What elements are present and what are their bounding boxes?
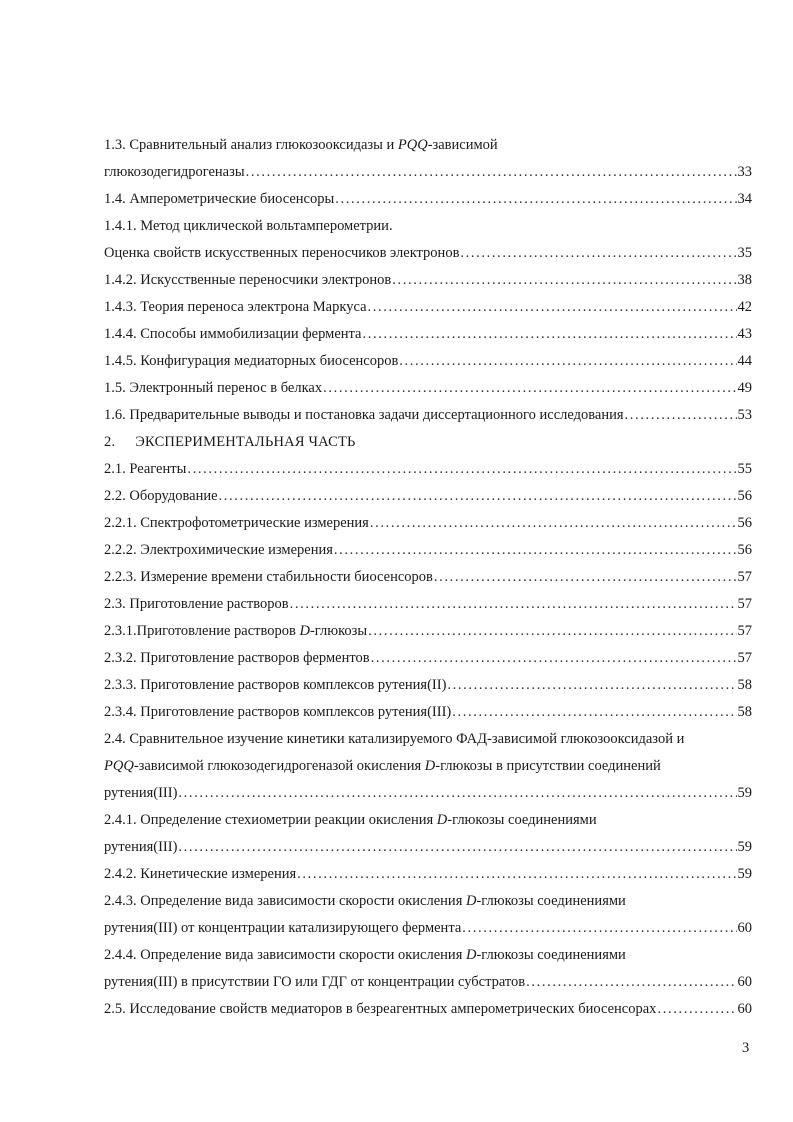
toc-entry-page: 56: [737, 488, 752, 504]
toc-leader-dots: [187, 456, 736, 483]
toc-entry-text-cont: -зависимой глюкозодегидрогеназой окисления: [133, 758, 425, 774]
toc-leader-dots: [460, 240, 736, 267]
toc-leader-dots: [434, 564, 737, 591]
toc-entry-italic: D: [465, 893, 477, 909]
toc-leader-dots: [462, 915, 736, 942]
toc-leader-dots: [246, 159, 737, 186]
toc-entry-page: 60: [737, 974, 752, 990]
toc-entry-page: 57: [737, 650, 752, 666]
toc-line: [104, 510, 752, 537]
toc-entry-page: 53: [737, 407, 752, 423]
toc-entry-text: 2.1. Реагенты: [104, 461, 187, 477]
toc-line: [104, 969, 752, 996]
toc-entry-page: 49: [737, 380, 752, 396]
toc-entry-text: рутения(III) в присутствии ГО или ГДГ от концентрации субстратов: [104, 974, 526, 990]
toc-entry-text: 1.4.4. Способы иммобилизации фермента: [104, 326, 362, 342]
toc-entry-page: 56: [737, 515, 752, 531]
toc-entry-text: рутения(III) от концентрации катализирующего фермента: [104, 920, 462, 936]
toc-entry-page: 44: [737, 353, 752, 369]
toc-line: [104, 213, 752, 240]
toc-entry-italic: D: [436, 812, 448, 828]
toc-line: [104, 483, 752, 510]
toc-entry-text: 1.4.3. Теория переноса электрона Маркуса: [104, 299, 367, 315]
toc-entry-text: 2.3.4. Приготовление растворов комплексов рутения(III): [104, 704, 452, 720]
table-of-contents: [104, 132, 752, 1023]
toc-leader-dots: [290, 591, 737, 618]
toc-leader-dots: [178, 780, 736, 807]
toc-line: [104, 375, 752, 402]
toc-line: [104, 645, 752, 672]
toc-entry-text: 1.5. Электронный перенос в белках: [104, 380, 323, 396]
toc-leader-dots: [323, 375, 736, 402]
toc-line: [104, 915, 752, 942]
toc-leader-dots: [178, 834, 736, 861]
toc-leader-dots: [447, 672, 736, 699]
toc-section-heading: [104, 429, 752, 456]
toc-entry-text-cont: -глюкозы: [309, 623, 368, 639]
toc-leader-dots: [452, 699, 736, 726]
toc-entry-page: 56: [737, 542, 752, 558]
toc-line: [104, 699, 752, 726]
toc-line: [104, 726, 752, 753]
toc-entry-text: 2.4.2. Кинетические измерения: [104, 866, 297, 882]
toc-entry-text: 2.2.1. Спектрофотометрические измерения: [104, 515, 369, 531]
toc-line: [104, 996, 752, 1023]
toc-leader-dots: [399, 348, 736, 375]
toc-entry-page: 57: [737, 596, 752, 612]
toc-entry-text: 2.3.3. Приготовление растворов комплексов рутения(II): [104, 677, 447, 693]
toc-entry-text: 2.4.1. Определение стехиометрии реакции окисления: [104, 812, 437, 828]
toc-leader-dots: [526, 969, 736, 996]
toc-line: [104, 267, 752, 294]
toc-line: [104, 456, 752, 483]
toc-section-number: 2.: [104, 434, 116, 450]
toc-line: [104, 888, 752, 915]
toc-entry-text-cont: -зависимой: [427, 137, 498, 153]
toc-entry-text: 1.4.5. Конфигурация медиаторных биосенсоров: [104, 353, 399, 369]
toc-entry-text: 2.4.3. Определение вида зависимости скорости окисления: [104, 893, 466, 909]
toc-leader-dots: [370, 510, 737, 537]
toc-entry-page: 59: [737, 866, 752, 882]
toc-entry-text: 2.3.2. Приготовление растворов ферментов: [104, 650, 370, 666]
toc-line: [104, 942, 752, 969]
toc-entry-text: 1.6. Предварительные выводы и постановка задачи диссертационного исследования: [104, 407, 624, 423]
toc-entry-text: 2.5. Исследование свойств медиаторов в безреагентных амперометрических биосенсорах: [104, 1001, 657, 1017]
toc-leader-dots: [219, 483, 737, 510]
toc-entry-page: 33: [737, 164, 752, 180]
toc-entry-page: 59: [737, 839, 752, 855]
toc-entry-page: 43: [737, 326, 752, 342]
toc-line: [104, 834, 752, 861]
toc-entry-text: 1.3. Сравнительный анализ глюкозооксидазы и: [104, 137, 398, 153]
toc-entry-page: 59: [737, 785, 752, 801]
toc-leader-dots: [657, 996, 736, 1023]
toc-entry-page: 60: [737, 1001, 752, 1017]
toc-line: [104, 321, 752, 348]
toc-leader-dots: [625, 402, 737, 429]
toc-entry-page: 35: [737, 245, 752, 261]
toc-entry-italic: D: [424, 758, 436, 774]
toc-line: [104, 753, 752, 780]
toc-entry-text: 1.4.1. Метод циклической вольтамперометрии.: [104, 218, 393, 234]
toc-entry-page: 58: [737, 677, 752, 693]
toc-entry-text: 1.4. Амперометрические биосенсоры: [104, 191, 335, 207]
toc-entry-text: 2.4. Сравнительное изучение кинетики катализируемого ФАД-зависимой глюкозооксидазой и: [104, 731, 685, 747]
toc-entry-page: 55: [737, 461, 752, 477]
toc-entry-text: рутения(III): [104, 839, 178, 855]
toc-entry-page: 42: [737, 299, 752, 315]
toc-line: [104, 240, 752, 267]
toc-entry-page: 57: [737, 623, 752, 639]
toc-entry-italic: PQQ: [397, 137, 428, 153]
toc-entry-page: 34: [737, 191, 752, 207]
toc-leader-dots: [362, 321, 736, 348]
toc-line: [104, 672, 752, 699]
toc-section-title: ЭКСПЕРИМЕНТАЛЬНАЯ ЧАСТЬ: [135, 434, 356, 450]
toc-line: [104, 591, 752, 618]
toc-entry-text-cont: -глюкозы в присутствии соединений: [435, 758, 661, 774]
toc-entry-text-cont: -глюкозы соединениями: [476, 893, 626, 909]
toc-leader-dots: [335, 186, 736, 213]
toc-line: [104, 132, 752, 159]
toc-entry-italic: D: [299, 623, 310, 639]
toc-entry-text: рутения(III): [104, 785, 178, 801]
toc-entry-text: 2.4.4. Определение вида зависимости скорости окисления: [104, 947, 466, 963]
toc-line: [104, 807, 752, 834]
toc-line: [104, 564, 752, 591]
toc-entry-italic: PQQ: [104, 758, 134, 774]
page-number: 3: [742, 1040, 750, 1056]
toc-entry-italic: D: [465, 947, 477, 963]
toc-line: [104, 186, 752, 213]
toc-entry-text: 2.3.1.Приготовление растворов: [104, 623, 300, 639]
toc-entry-text: 2.2.2. Электрохимические измерения: [104, 542, 333, 558]
toc-entry-text: 2.2. Оборудование: [104, 488, 218, 504]
toc-entry-page: 57: [737, 569, 752, 585]
toc-leader-dots: [368, 294, 737, 321]
toc-line: [104, 294, 752, 321]
toc-line: [104, 402, 752, 429]
toc-entry-text-cont: -глюкозы соединениями: [447, 812, 597, 828]
toc-line: [104, 348, 752, 375]
toc-line: [104, 618, 752, 645]
toc-entry-text: глюкозодегидрогеназы: [104, 164, 245, 180]
toc-leader-dots: [334, 537, 737, 564]
toc-line: [104, 780, 752, 807]
toc-entry-text-cont: -глюкозы соединениями: [476, 947, 626, 963]
toc-leader-dots: [371, 645, 737, 672]
toc-line: [104, 159, 752, 186]
toc-entry-page: 60: [737, 920, 752, 936]
toc-entry-text: 1.4.2. Искусственные переносчики электронов: [104, 272, 392, 288]
toc-leader-dots: [392, 267, 736, 294]
toc-line: [104, 537, 752, 564]
toc-leader-dots: [368, 618, 736, 645]
toc-line: [104, 861, 752, 888]
toc-entry-text: 2.2.3. Измерение времени стабильности биосенсоров: [104, 569, 433, 585]
toc-entry-page: 38: [737, 272, 752, 288]
toc-entry-text: 2.3. Приготовление растворов: [104, 596, 289, 612]
toc-entry-page: 58: [737, 704, 752, 720]
toc-entry-text: Оценка свойств искусственных переносчиков электронов: [104, 245, 460, 261]
toc-leader-dots: [297, 861, 736, 888]
